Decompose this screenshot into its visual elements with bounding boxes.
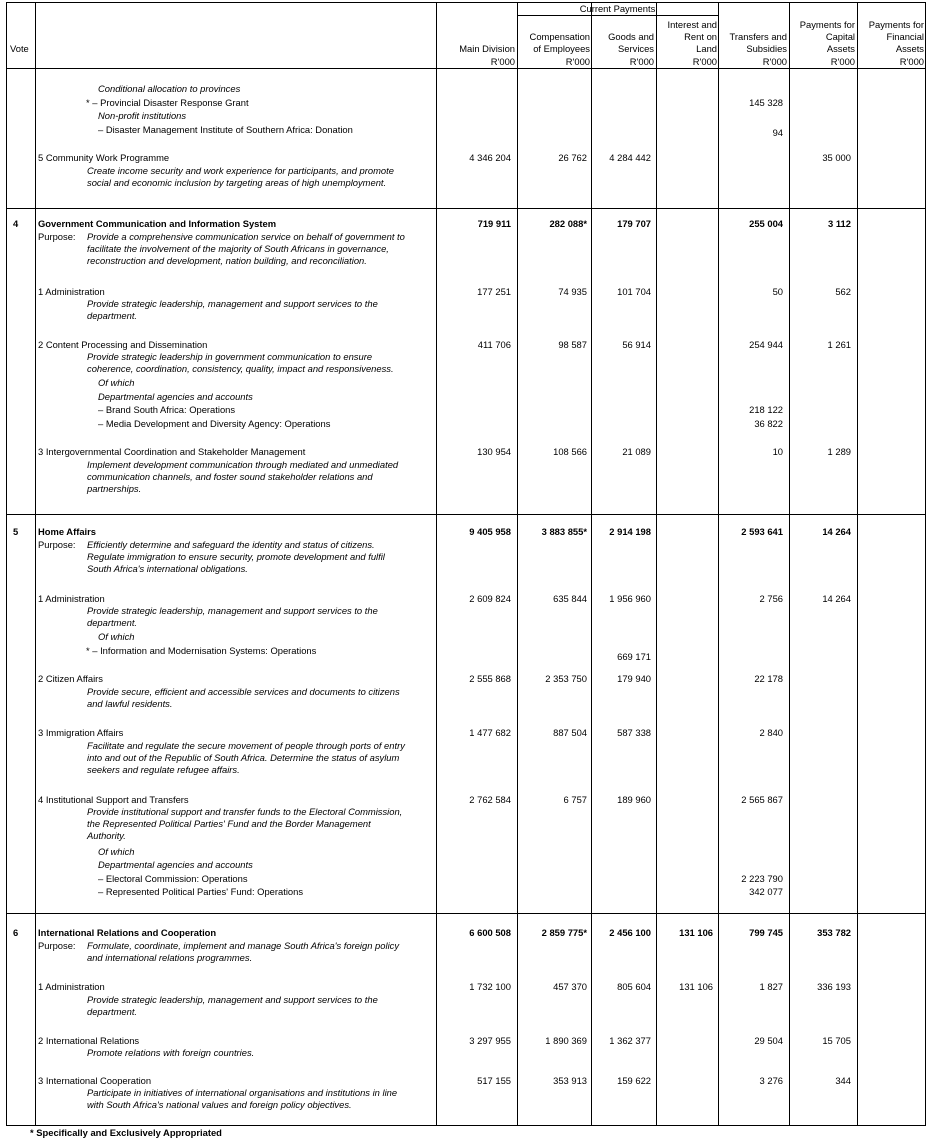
cell-goods: 4 284 442 xyxy=(609,152,651,163)
row-label: Of which xyxy=(98,846,135,857)
row-label: Authority. xyxy=(87,830,126,841)
cell-capital: 336 193 xyxy=(817,981,851,992)
header-vote: Vote xyxy=(10,43,29,54)
row-label: Participate in initiatives of international organisations and institutions in line xyxy=(87,1087,398,1098)
grid-line xyxy=(517,2,518,1126)
cell-transfers: 2 593 641 xyxy=(741,526,783,537)
cell-capital: 14 264 xyxy=(822,593,851,604)
cell-comp: 887 504 xyxy=(553,727,587,738)
cell-main: 411 706 xyxy=(477,339,511,350)
cell-capital: 344 xyxy=(835,1075,851,1086)
row-label: 2 Content Processing and Dissemination xyxy=(38,339,208,350)
row-label: Purpose: xyxy=(38,539,76,550)
purpose-text: Efficiently determine and safeguard the identity and status of citizens. xyxy=(87,539,375,550)
cell-main: 2 609 824 xyxy=(469,593,511,604)
row-label: * – Information and Modernisation Systems: Operations xyxy=(86,645,317,656)
cell-comp: 74 935 xyxy=(558,286,587,297)
section-divider xyxy=(6,913,926,914)
cell-comp: 1 890 369 xyxy=(545,1035,587,1046)
cell-capital: 14 264 xyxy=(822,526,851,537)
row-label: – Represented Political Parties' Fund: Operations xyxy=(98,886,304,897)
row-label: Promote relations with foreign countries. xyxy=(87,1047,255,1058)
footnote: * Specifically and Exclusively Appropriated xyxy=(30,1127,222,1138)
row-label: Provide strategic leadership, management and support services to the xyxy=(87,605,378,616)
cell-goods: 587 338 xyxy=(617,727,651,738)
header-unit: R'000 xyxy=(490,56,515,67)
row-label: the Represented Political Parties' Fund and the Border Management xyxy=(87,818,371,829)
cell-transfers: 799 745 xyxy=(749,927,783,938)
vote-title: International Relations and Cooperation xyxy=(38,927,217,938)
row-label: – Disaster Management Institute of Southern Africa: Donation xyxy=(98,124,353,135)
row-label: 1 Administration xyxy=(38,593,105,604)
row-label: department. xyxy=(87,1006,138,1017)
row-label: Provide institutional support and transfer funds to the Electoral Commission, xyxy=(87,806,403,817)
cell-comp: 108 566 xyxy=(553,446,587,457)
cell-comp: 2 353 750 xyxy=(545,673,587,684)
header-interest: Land xyxy=(696,43,717,54)
cell-interest: 131 106 xyxy=(679,981,713,992)
cell-comp: 635 844 xyxy=(553,593,587,604)
row-label: Implement development communication through mediated and unmediated xyxy=(87,459,399,470)
header-financial: Assets xyxy=(895,43,924,54)
row-label: and international relations programmes. xyxy=(87,952,253,963)
cell-main: 9 405 958 xyxy=(469,526,511,537)
row-label: and lawful residents. xyxy=(87,698,173,709)
header-transfers: Subsidies xyxy=(746,43,787,54)
cell-transfers: 3 276 xyxy=(759,1075,783,1086)
grid-line xyxy=(6,68,926,69)
grid-line xyxy=(517,15,718,16)
cell-capital: 1 289 xyxy=(827,446,851,457)
cell-goods: 805 604 xyxy=(617,981,651,992)
header-unit: R'000 xyxy=(565,56,590,67)
header-interest: Interest and xyxy=(667,19,717,30)
row-label: Facilitate and regulate the secure movement of people through ports of entry xyxy=(87,740,405,751)
cell-main: 130 954 xyxy=(477,446,511,457)
row-label: Purpose: xyxy=(38,231,76,242)
row-label: 1 Administration xyxy=(38,286,105,297)
cell-goods: 179 940 xyxy=(617,673,651,684)
row-label: Of which xyxy=(98,377,135,388)
vote-number: 6 xyxy=(13,927,19,938)
header-unit: R'000 xyxy=(830,56,855,67)
header-financial: Payments for xyxy=(868,19,924,30)
cell-transfers: 50 xyxy=(772,286,783,297)
grid-line xyxy=(6,1125,926,1126)
header-interest: Rent on xyxy=(684,31,717,42)
row-label: * – Provincial Disaster Response Grant xyxy=(86,97,249,108)
row-label: 3 International Cooperation xyxy=(38,1075,152,1086)
row-label: 3 Immigration Affairs xyxy=(38,727,124,738)
cell-main: 1 732 100 xyxy=(469,981,511,992)
cell-capital: 562 xyxy=(835,286,851,297)
header-unit: R'000 xyxy=(629,56,654,67)
cell-main: 1 477 682 xyxy=(469,727,511,738)
cell-capital: 35 000 xyxy=(822,152,851,163)
section-divider xyxy=(6,514,926,515)
row-label: 5 Community Work Programme xyxy=(38,152,170,163)
row-label: 1 Administration xyxy=(38,981,105,992)
row-label: Departmental agencies and accounts xyxy=(98,859,253,870)
row-label: Provide strategic leadership, management and support services to the xyxy=(87,298,378,309)
grid-line xyxy=(718,2,719,1126)
cell-comp: 2 859 775* xyxy=(541,927,587,938)
row-label: – Brand South Africa: Operations xyxy=(98,404,236,415)
cell-goods: 101 704 xyxy=(617,286,651,297)
cell-main: 3 297 955 xyxy=(469,1035,511,1046)
cell-capital: 15 705 xyxy=(822,1035,851,1046)
header-main-division: Main Division xyxy=(459,43,515,54)
section-divider xyxy=(6,208,926,209)
row-label: with South Africa's national values and foreign policy objectives. xyxy=(87,1099,352,1110)
grid-line xyxy=(789,2,790,1126)
cell-capital: 353 782 xyxy=(817,927,851,938)
row-label: 2 Citizen Affairs xyxy=(38,673,103,684)
cell-transfers: 145 328 xyxy=(749,97,783,108)
cell-main: 2 762 584 xyxy=(469,794,511,805)
cell-goods: 1 956 960 xyxy=(609,593,651,604)
row-label: Provide strategic leadership in government communication to ensure xyxy=(87,351,373,362)
row-label: – Media Development and Diversity Agency: Operations xyxy=(98,418,331,429)
cell-goods: 2 456 100 xyxy=(609,927,651,938)
row-label: South Africa's international obligations. xyxy=(87,563,248,574)
header-compensation: Compensation xyxy=(529,31,590,42)
row-label: Regulate immigration to ensure security, promote development and fulfil xyxy=(87,551,385,562)
cell-goods: 159 622 xyxy=(617,1075,651,1086)
header-goods: Services xyxy=(618,43,654,54)
header-capital: Capital xyxy=(825,31,855,42)
header-unit: R'000 xyxy=(899,56,924,67)
row-label: communication channels, and foster sound stakeholder relations and xyxy=(87,471,373,482)
header-unit: R'000 xyxy=(692,56,717,67)
cell-goods: 2 914 198 xyxy=(609,526,651,537)
row-label: – Electoral Commission: Operations xyxy=(98,873,248,884)
cell-comp: 457 370 xyxy=(553,981,587,992)
cell-transfers: 22 178 xyxy=(754,673,783,684)
cell-transfers: 255 004 xyxy=(749,218,783,229)
cell-transfers: 29 504 xyxy=(754,1035,783,1046)
row-label: 3 Intergovernmental Coordination and Stakeholder Management xyxy=(38,446,306,457)
cell-transfers: 342 077 xyxy=(749,886,783,897)
row-label: Non-profit institutions xyxy=(98,110,187,121)
cell-capital: 1 261 xyxy=(827,339,851,350)
grid-line xyxy=(35,2,36,1126)
cell-comp: 26 762 xyxy=(558,152,587,163)
grid-line xyxy=(436,2,437,1126)
row-label: 4 Institutional Support and Transfers xyxy=(38,794,189,805)
cell-main: 517 155 xyxy=(477,1075,511,1086)
row-label: facilitate the involvement of the majority of South Africans in governance, xyxy=(87,243,389,254)
row-label: Provide secure, efficient and accessible services and documents to citizens xyxy=(87,686,400,697)
row-label: Purpose: xyxy=(38,940,76,951)
row-label: reconstruction and development, nation building, and reconciliation. xyxy=(87,255,367,266)
cell-goods: 1 362 377 xyxy=(609,1035,651,1046)
cell-comp: 98 587 xyxy=(558,339,587,350)
cell-transfers: 10 xyxy=(772,446,783,457)
header-transfers: Transfers and xyxy=(729,31,787,42)
row-label: Conditional allocation to provinces xyxy=(98,83,241,94)
grid-line xyxy=(656,2,657,1126)
cell-goods: 56 914 xyxy=(622,339,651,350)
row-label: Create income security and work experience for participants, and promote xyxy=(87,165,394,176)
cell-transfers: 36 822 xyxy=(754,418,783,429)
vote-number: 5 xyxy=(13,526,19,537)
cell-main: 2 555 868 xyxy=(469,673,511,684)
cell-comp: 3 883 855* xyxy=(541,526,587,537)
row-label: coherence, coordination, consistency, quality, impact and responsiveness. xyxy=(87,363,394,374)
vote-title: Government Communication and Information System xyxy=(38,218,277,229)
row-label: 2 International Relations xyxy=(38,1035,140,1046)
cell-main: 4 346 204 xyxy=(469,152,511,163)
header-goods: Goods and xyxy=(608,31,654,42)
cell-transfers: 218 122 xyxy=(749,404,783,415)
row-label: Of which xyxy=(98,631,135,642)
row-label: partnerships. xyxy=(87,483,142,494)
row-label: Provide strategic leadership, management and support services to the xyxy=(87,994,378,1005)
cell-goods: 21 089 xyxy=(622,446,651,457)
row-label: seekers and regulate refugee affairs. xyxy=(87,764,240,775)
row-label: department. xyxy=(87,617,138,628)
cell-transfers: 2 756 xyxy=(759,593,783,604)
cell-capital: 3 112 xyxy=(828,218,851,229)
grid-line xyxy=(6,2,926,3)
grid-line xyxy=(857,2,858,1126)
cell-main: 177 251 xyxy=(477,286,511,297)
cell-transfers: 2 223 790 xyxy=(741,873,783,884)
header-financial: Financial xyxy=(886,31,924,42)
grid-line xyxy=(925,2,926,1126)
vote-title: Home Affairs xyxy=(38,526,96,537)
row-label: Departmental agencies and accounts xyxy=(98,391,253,402)
grid-line xyxy=(6,2,7,1126)
cell-transfers: 94 xyxy=(772,127,783,138)
purpose-text: Provide a comprehensive communication service on behalf of government to xyxy=(87,231,405,242)
row-label: department. xyxy=(87,310,138,321)
cell-goods: 189 960 xyxy=(617,794,651,805)
row-label: into and out of the Republic of South Africa. Determine the status of asylum xyxy=(87,752,400,763)
cell-interest: 131 106 xyxy=(679,927,713,938)
cell-goods: 669 171 xyxy=(617,651,651,662)
header-compensation: of Employees xyxy=(533,43,590,54)
header-capital: Payments for xyxy=(799,19,855,30)
cell-comp: 353 913 xyxy=(553,1075,587,1086)
cell-transfers: 2 565 867 xyxy=(741,794,783,805)
cell-transfers: 254 944 xyxy=(749,339,783,350)
row-label: social and economic inclusion by targeting areas of high unemployment. xyxy=(87,177,387,188)
header-unit: R'000 xyxy=(762,56,787,67)
vote-number: 4 xyxy=(13,218,19,229)
cell-main: 6 600 508 xyxy=(469,927,511,938)
cell-transfers: 1 827 xyxy=(759,981,783,992)
purpose-text: Formulate, coordinate, implement and manage South Africa's foreign policy xyxy=(87,940,400,951)
cell-comp: 6 757 xyxy=(563,794,587,805)
header-current-payments: Current Payments xyxy=(579,3,656,14)
cell-main: 719 911 xyxy=(477,218,511,229)
cell-transfers: 2 840 xyxy=(759,727,783,738)
header-capital: Assets xyxy=(826,43,855,54)
grid-line xyxy=(591,2,592,1126)
cell-goods: 179 707 xyxy=(617,218,651,229)
cell-comp: 282 088* xyxy=(549,218,587,229)
